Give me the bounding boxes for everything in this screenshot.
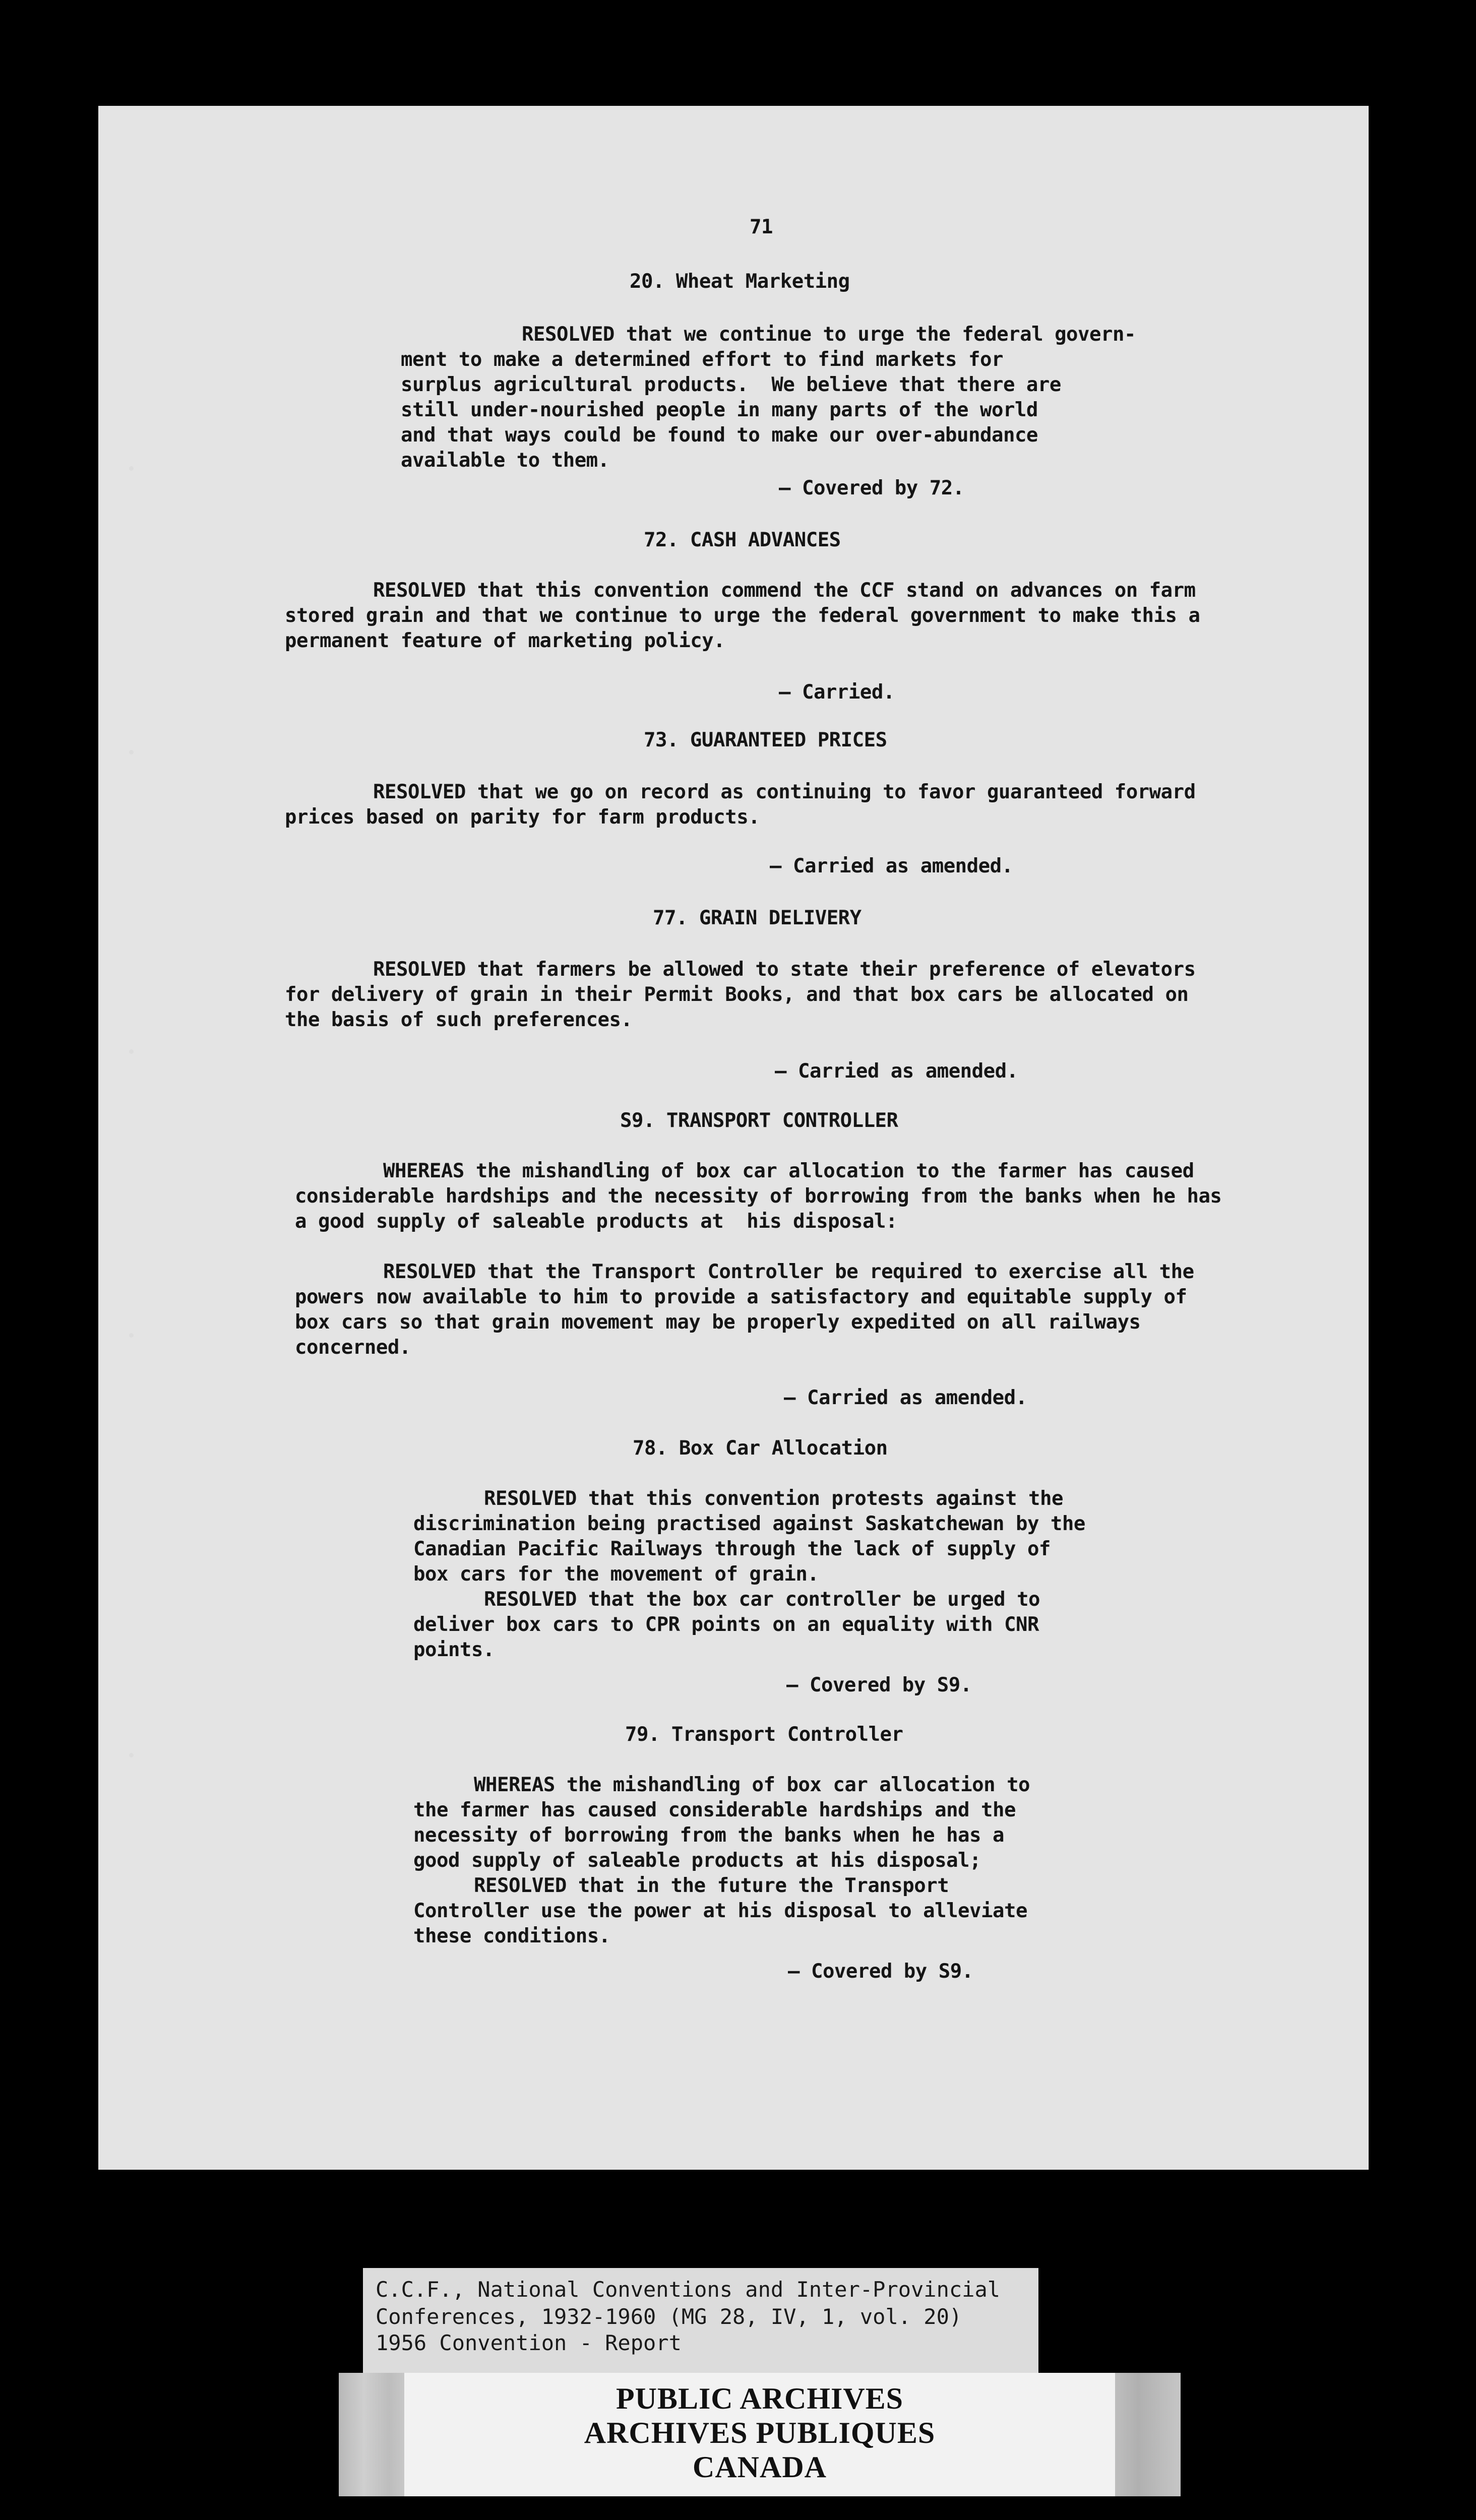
section-body-line: Canadian Pacific Railways through the lack of supply of — [413, 1538, 1051, 1560]
stamp-line: CANADA — [693, 2450, 827, 2484]
section-disposition: — Carried as amended. — [784, 1387, 1027, 1409]
section-heading: S9. TRANSPORT CONTROLLER — [620, 1109, 898, 1132]
section-body-line: discrimination being practised against Saskatchewan by the — [413, 1513, 1085, 1535]
section-disposition: — Covered by 72. — [779, 477, 964, 499]
section-heading: 72. CASH ADVANCES — [644, 529, 841, 551]
section-body-line: and that ways could be found to make our over-abundance — [401, 424, 1038, 447]
section-disposition: — Covered by S9. — [786, 1674, 972, 1696]
margin-mark — [129, 466, 134, 471]
section-body-line: RESOLVED that we go on record as continuing to favor guaranteed forward — [373, 781, 1196, 803]
section-body-line: RESOLVED that the box car controller be urged to — [484, 1588, 1040, 1611]
archive-reference-label — [363, 2268, 1038, 2374]
section-body-line: the basis of such preferences. — [285, 1009, 633, 1031]
section-heading: 79. Transport Controller — [625, 1723, 903, 1746]
archives-stamp — [339, 2373, 1181, 2496]
section-body-line: considerable hardships and the necessity of borrowing from the banks when he has — [295, 1185, 1222, 1208]
archive-label-line: 1956 Convention - Report — [376, 2330, 682, 2355]
section-disposition: — Carried as amended. — [770, 855, 1013, 877]
archive-label-line: Conferences, 1932-1960 (MG 28, IV, 1, vol. 20) — [376, 2304, 962, 2329]
section-body-line: Controller use the power at his disposal to alleviate — [413, 1900, 1027, 1922]
section-body-line: RESOLVED that the Transport Controller be required to exercise all the — [383, 1261, 1194, 1283]
section-body-line: prices based on parity for farm products. — [285, 806, 760, 829]
section-body-line: RESOLVED that we continue to urge the federal govern- — [522, 323, 1136, 346]
section-body-line: WHEREAS the mishandling of box car allocation to — [474, 1774, 1030, 1796]
section-body-line: permanent feature of marketing policy. — [285, 629, 725, 652]
archives-stamp-panel — [404, 2373, 1115, 2496]
section-disposition: — Carried. — [779, 681, 895, 704]
section-body-line: WHEREAS the mishandling of box car allocation to the farmer has caused — [383, 1160, 1194, 1182]
section-body-line: the farmer has caused considerable hardships and the — [413, 1799, 1016, 1821]
section-disposition: — Covered by S9. — [788, 1960, 973, 1983]
section-body-line: deliver box cars to CPR points on an equality with CNR — [413, 1613, 1039, 1636]
stamp-line: ARCHIVES PUBLIQUES — [584, 2416, 936, 2449]
section-body-line: for delivery of grain in their Permit Books, and that box cars be allocated on — [285, 983, 1189, 1006]
section-body-line: surplus agricultural products. We believe that there are — [401, 373, 1061, 396]
stamp-line: PUBLIC ARCHIVES — [616, 2382, 904, 2415]
page-number: 71 — [750, 216, 773, 238]
margin-mark — [129, 1333, 134, 1338]
section-body-line: a good supply of saleable products at his disposal: — [295, 1210, 897, 1233]
section-body-line: points. — [413, 1639, 495, 1661]
section-heading: 78. Box Car Allocation — [633, 1437, 888, 1460]
section-body-line: RESOLVED that this convention protests against the — [484, 1487, 1063, 1510]
section-heading: 77. GRAIN DELIVERY — [653, 907, 862, 929]
section-body-line: these conditions. — [413, 1925, 610, 1947]
section-body-line: still under-nourished people in many parts of the world — [401, 399, 1038, 421]
section-body-line: RESOLVED that in the future the Transport — [474, 1874, 949, 1897]
section-body-line: good supply of saleable products at his disposal; — [413, 1849, 981, 1872]
section-body-line: box cars for the movement of grain. — [413, 1563, 819, 1586]
margin-mark — [129, 1753, 134, 1757]
section-body-line: concerned. — [295, 1336, 411, 1359]
section-heading: 20. Wheat Marketing — [630, 270, 850, 293]
archive-label-line: C.C.F., National Conventions and Inter-Provincial — [376, 2277, 1001, 2302]
section-body-line: RESOLVED that farmers be allowed to state their preference of elevators — [373, 958, 1196, 981]
section-disposition: — Carried as amended. — [775, 1060, 1018, 1083]
section-body-line: ment to make a determined effort to find markets for — [401, 348, 1003, 371]
section-body-line: box cars so that grain movement may be properly expedited on all railways — [295, 1311, 1141, 1334]
section-body-line: necessity of borrowing from the banks when he has a — [413, 1824, 1004, 1847]
section-heading: 73. GUARANTEED PRICES — [644, 729, 887, 751]
document-page — [98, 106, 1369, 2170]
section-body-line: RESOLVED that this convention commend the CCF stand on advances on farm — [373, 579, 1196, 602]
margin-mark — [129, 750, 134, 754]
section-body-line: stored grain and that we continue to urge the federal government to make this a — [285, 604, 1200, 627]
section-body-line: available to them. — [401, 449, 609, 472]
section-body-line: powers now available to him to provide a satisfactory and equitable supply of — [295, 1286, 1187, 1308]
margin-mark — [129, 1049, 134, 1054]
